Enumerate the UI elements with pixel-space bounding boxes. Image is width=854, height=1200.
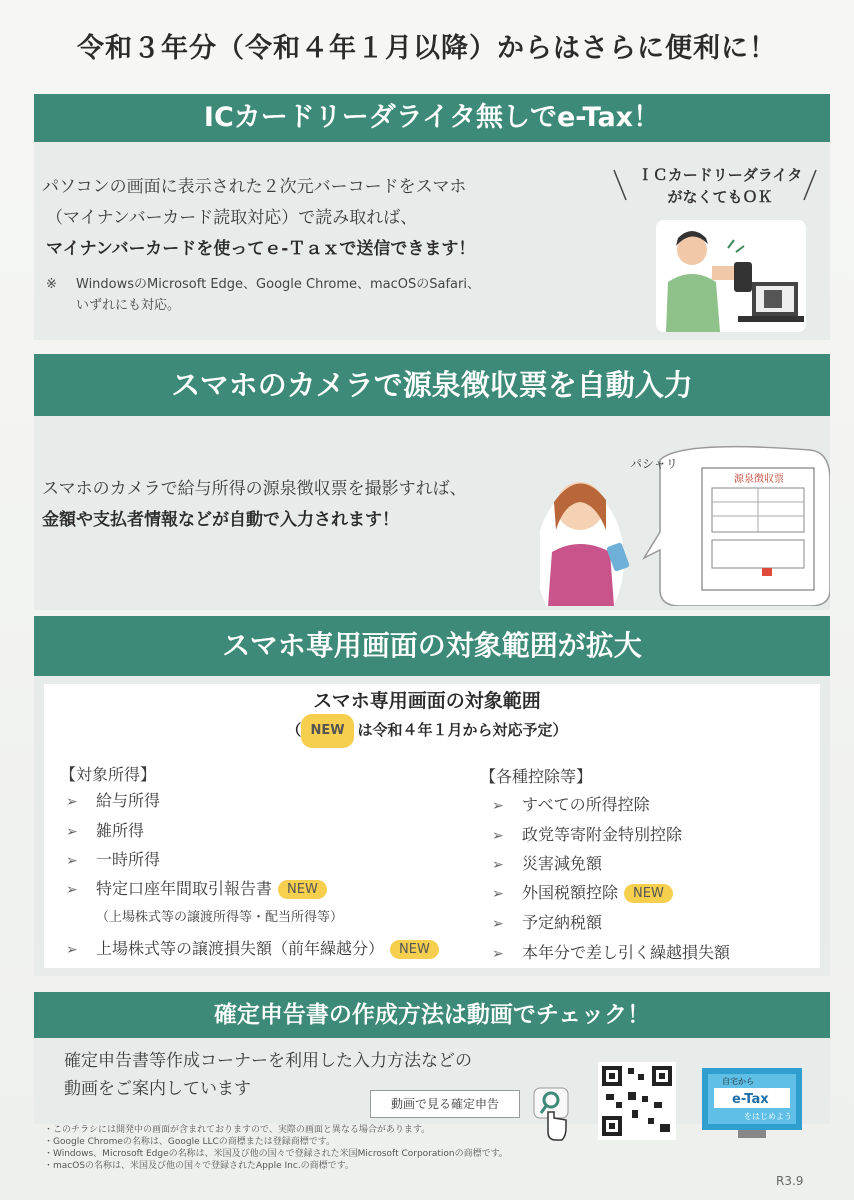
section2-line2: 金額や支払者情報などが自動で入力されます！ bbox=[42, 510, 399, 530]
video-search-button[interactable]: 動画で見る確定申告 bbox=[370, 1090, 520, 1118]
etax-tv-icon[interactable] bbox=[700, 1066, 804, 1140]
section1-note2: いずれにも対応。 bbox=[76, 298, 181, 313]
deduction-label: 予定納税額 bbox=[522, 913, 603, 932]
footnote-2: ・Google Chromeの名称は、Google LLCの商標または登録商標です。 bbox=[44, 1137, 336, 1147]
deduction-item bbox=[492, 880, 673, 903]
income-item bbox=[66, 788, 160, 811]
qr-code-icon[interactable] bbox=[598, 1062, 676, 1140]
income-item bbox=[66, 818, 144, 841]
arrow-bullet-icon: ➢ bbox=[492, 798, 504, 814]
section2-line1: スマホのカメラで給与所得の源泉徴収票を撮影すれば、 bbox=[42, 479, 467, 499]
deduction-item bbox=[492, 940, 730, 963]
footnote-4: ・macOSの名称は、米国及び他の国々で登録されたApple Inc.の商標です。 bbox=[44, 1161, 354, 1171]
camera-illustration bbox=[540, 440, 830, 606]
arrow-bullet-icon: ➢ bbox=[492, 857, 504, 873]
bubble-line2: がなくてもＯＫ bbox=[667, 188, 773, 206]
tv-bottom-text: をはじめよう bbox=[744, 1112, 792, 1121]
arrow-bullet-icon: ➢ bbox=[66, 794, 78, 810]
income-subnote: （上場株式等の譲渡所得等・配当所得等） bbox=[96, 910, 344, 925]
deduction-label: 災害減免額 bbox=[522, 854, 603, 873]
new-badge: NEW bbox=[278, 880, 327, 899]
income-label: 上場株式等の譲渡損失額（前年繰越分） bbox=[96, 939, 385, 958]
arrow-bullet-icon: ➢ bbox=[66, 882, 78, 898]
new-badge: NEW bbox=[301, 714, 353, 748]
scope-subtitle bbox=[0, 714, 854, 748]
section1-note1: WindowsのMicrosoft Edge、Google Chrome、macOSのSafari、 bbox=[76, 277, 480, 292]
income-label: 給与所得 bbox=[96, 791, 161, 810]
deduction-item bbox=[492, 910, 602, 933]
income-label: 特定口座年間取引報告書 bbox=[96, 879, 273, 898]
income-label: 雑所得 bbox=[96, 821, 145, 840]
arrow-bullet-icon: ➢ bbox=[492, 946, 504, 962]
arrow-bullet-icon: ➢ bbox=[492, 886, 504, 902]
person-laptop-illustration bbox=[656, 220, 806, 332]
deduction-item bbox=[492, 792, 650, 815]
scope-sub-rest: は令和４年１月から対応予定） bbox=[357, 721, 568, 739]
deduction-header: 【各種控除等】 bbox=[480, 767, 593, 786]
footnote-1: ・このチラシには開発中の画面が含まれておりますので、実際の画面と異なる場合があります。 bbox=[44, 1125, 431, 1135]
deduction-label: すべての所得控除 bbox=[522, 795, 650, 814]
arrow-bullet-icon: ➢ bbox=[66, 853, 78, 869]
section1-heading: ICカードリーダライタ無しでe-Tax！ bbox=[34, 94, 830, 142]
income-label: 一時所得 bbox=[96, 850, 161, 869]
section2-heading: スマホのカメラで源泉徴収票を自動入力 bbox=[34, 354, 830, 416]
section4-line1: 確定申告書等作成コーナーを利用した入力方法などの bbox=[64, 1051, 472, 1071]
version-label: R3.9 bbox=[776, 1174, 804, 1188]
new-badge: NEW bbox=[624, 884, 673, 903]
deduction-label: 外国税額控除 bbox=[522, 883, 619, 902]
page-title: 令和３年分（令和４年１月以降）からはさらに便利に！ bbox=[77, 33, 777, 64]
arrow-bullet-icon: ➢ bbox=[492, 916, 504, 932]
section4-heading: 確定申告書の作成方法は動画でチェック！ bbox=[34, 992, 830, 1038]
arrow-bullet-icon: ➢ bbox=[66, 824, 78, 840]
section1-note-mark: ※ bbox=[46, 277, 57, 292]
scope-title: スマホ専用画面の対象範囲 bbox=[313, 690, 541, 712]
search-click-icon[interactable] bbox=[532, 1086, 570, 1144]
bubble-marks bbox=[604, 166, 834, 226]
income-item bbox=[66, 876, 327, 899]
deduction-item bbox=[492, 822, 682, 845]
shutter-sound: パシャリ bbox=[630, 457, 678, 471]
income-item bbox=[66, 847, 160, 870]
income-header: 【対象所得】 bbox=[60, 765, 157, 784]
bubble-line1: ＩＣカードリーダライタ bbox=[637, 166, 803, 184]
deduction-label: 本年分で差し引く繰越損失額 bbox=[522, 943, 731, 962]
arrow-bullet-icon: ➢ bbox=[66, 942, 78, 958]
section1-line2: （マイナンバーカード読取対応）で読み取れば、 bbox=[46, 208, 418, 228]
new-badge: NEW bbox=[390, 940, 439, 959]
footnote-3: ・Windows、Microsoft Edgeの名称は、米国及び他の国々で登録された米国Microsoft Corporationの商標です。 bbox=[44, 1149, 508, 1159]
deduction-item bbox=[492, 851, 602, 874]
tv-top-text: 自宅から bbox=[722, 1077, 754, 1086]
section3-heading: スマホ専用画面の対象範囲が拡大 bbox=[34, 616, 830, 676]
deduction-label: 政党等寄附金特別控除 bbox=[522, 825, 683, 844]
section1-line3: マイナンバーカードを使ってｅ-Ｔａｘで送信できます！ bbox=[46, 239, 476, 259]
scope-sub-open: （ bbox=[286, 721, 302, 739]
section1-line1: パソコンの画面に表示された２次元バーコードをスマホ bbox=[42, 177, 467, 197]
income-item bbox=[66, 936, 439, 959]
section4-line2: 動画をご案内しています bbox=[64, 1079, 251, 1099]
arrow-bullet-icon: ➢ bbox=[492, 828, 504, 844]
slip-title: 源泉徴収票 bbox=[734, 474, 784, 485]
tv-main-text: e-Tax bbox=[732, 1092, 769, 1107]
